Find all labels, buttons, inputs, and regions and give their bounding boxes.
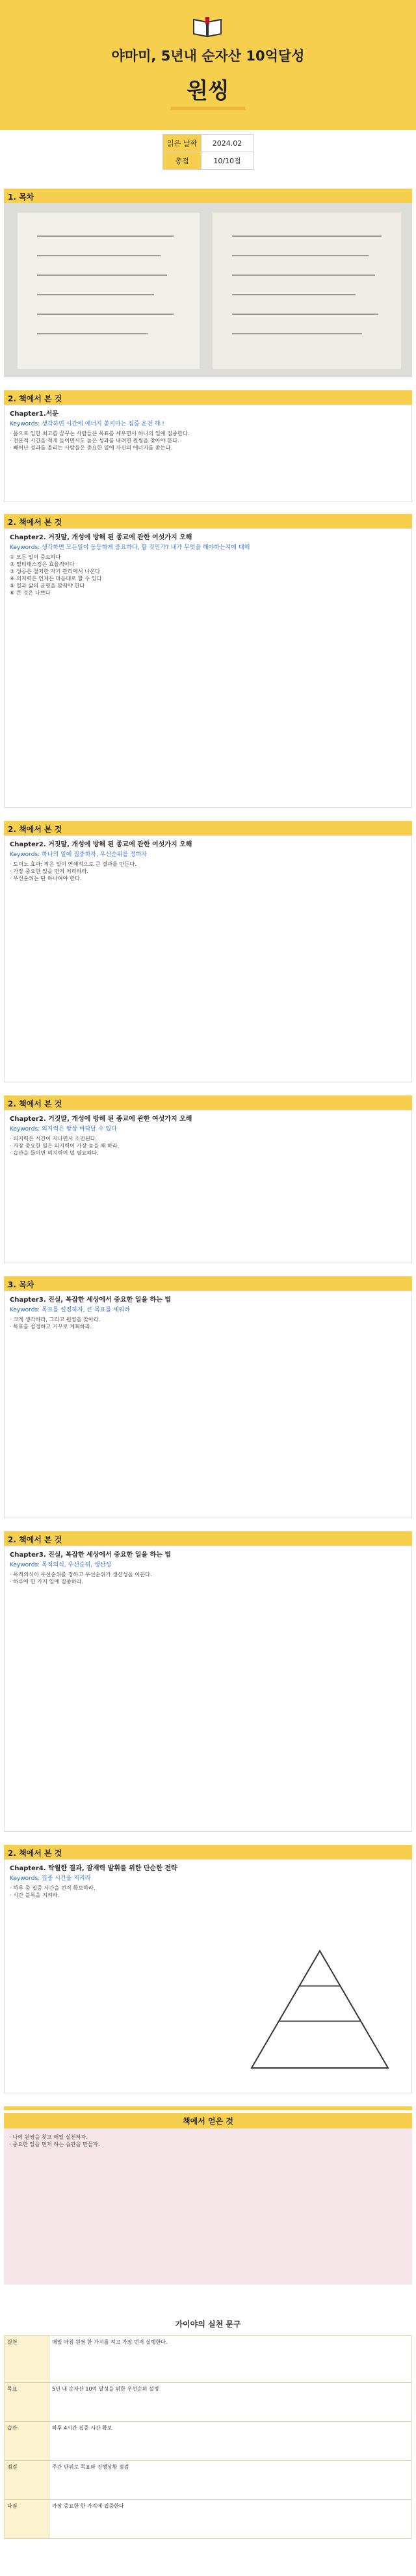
- memo-row: [5, 2383, 412, 2422]
- title-underline: [171, 107, 245, 110]
- toc-photo: [4, 203, 412, 377]
- chapter-title: Chapter2. 거짓말, 개성에 방해 된 종교에 관한 여섯가지 오해: [10, 1116, 192, 1123]
- memo-row: [5, 2422, 412, 2461]
- keywords: Keywords: 의지력은 항상 바닥날 수 있다: [10, 1126, 117, 1133]
- section-text: · 도미노 효과: 작은 일이 연쇄적으로 큰 결과를 만든다. · 가장 중요한 일을 먼저 처리하라. · 우선순위는 단 하나여야 한다.: [10, 861, 136, 881]
- memo-label: 습관: [5, 2422, 49, 2461]
- info-value: 2024.02: [202, 135, 254, 152]
- info-label: 읽은 날짜: [163, 135, 202, 152]
- memo-text: 하루 4시간 집중 시간 확보: [49, 2422, 412, 2461]
- section-text: · 몸으로 일한 최고를 꿈꾸는 사람들은 목표를 세우면서 하나의 일에 집중한다. · 전문적 시간을 적게 들이면서도 높은 성과를 내려면 원씽을 찾아야 한다. · 빼어난 성과를 올리는 사람들은 중요한 일에 자신의 에너지를 쏟는다.: [10, 430, 190, 451]
- section-bar: 가이야의 실천 문구: [4, 2316, 412, 2332]
- section-text: · 크게 생각하라, 그리고 원씽을 찾아라. · 목표를 설정하고 거꾸로 계획하라.: [10, 1316, 101, 1330]
- info-value: 10/10점: [202, 152, 254, 170]
- section-box: [4, 835, 412, 1082]
- book-title: 원씽: [187, 78, 229, 104]
- memo-text: 5년 내 순자산 10억 달성을 위한 우선순위 설정: [49, 2383, 412, 2422]
- memo-text: 주간 단위로 목표와 진행상황 점검: [49, 2461, 412, 2500]
- memo-label: 목표: [5, 2383, 49, 2422]
- chapter-title: Chapter2. 거짓말, 개성에 방해 된 종교에 관한 여섯가지 오해: [10, 534, 192, 541]
- section-bar: 2. 책에서 본 것: [4, 821, 412, 837]
- keywords: Keywords: 집중 시간을 지켜라: [10, 1875, 91, 1882]
- chapter-title: Chapter4. 탁월한 결과, 잠재력 발휘를 위한 단순한 전략: [10, 1865, 177, 1872]
- info-row: [163, 135, 254, 152]
- page-title: 야마미, 5년내 순자산 10억달성: [111, 48, 305, 64]
- chapter-title: Chapter3. 진실, 복잡한 세상에서 중요한 일을 하는 법: [10, 1551, 172, 1559]
- memo-row: [5, 2500, 412, 2539]
- memo-text: 가장 중요한 한 가지에 집중한다: [49, 2500, 412, 2539]
- section-text: · 하루 중 집중 시간을 먼저 확보하라. · 시간 블록을 지켜라.: [10, 1885, 96, 1898]
- divider: [4, 2106, 412, 2110]
- memo-label: 점검: [5, 2461, 49, 2500]
- section-box: [4, 405, 412, 502]
- memo-label: 실천: [5, 2336, 49, 2383]
- section-bar: 책에서 얻은 것: [4, 2113, 412, 2129]
- info-row: [163, 152, 254, 170]
- section-bar: 1. 목차: [4, 189, 412, 205]
- keywords: Keywords: 하나의 일에 집중하자, 우선순위를 정하자: [10, 852, 148, 858]
- keywords: Keywords: 목적의식, 우선순위, 생산성: [10, 1562, 112, 1568]
- section-bar: 2. 책에서 본 것: [4, 1095, 412, 1112]
- section-box: [4, 1859, 412, 2093]
- keywords: Keywords: 생각하면 시간에 에너지 쏟지마는 집중 운전 해 !: [10, 421, 164, 427]
- book-icon: [192, 16, 222, 38]
- memo-row: [5, 2336, 412, 2383]
- section-box: [4, 1291, 412, 1518]
- section-box: [4, 1546, 412, 1832]
- takeaway-text: · 나의 원씽을 찾고 매일 실천하자. · 중요한 일을 먼저 하는 습관을 만들자.: [9, 2134, 100, 2147]
- keywords: Keywords: 생각하면 모든일이 동등하게 중요하다, 할 것인가? 내가 무엇을 해야하는지에 대해: [10, 544, 250, 551]
- section-text: · 의지력은 시간이 지나면서 소진된다. · 가장 중요한 일은 의지력이 가장 높을 때 하라. · 습관을 들이면 의지력이 덜 필요하다.: [10, 1135, 120, 1156]
- chapter-title: Chapter3. 진실, 복잡한 세상에서 중요한 일을 하는 법: [10, 1296, 172, 1304]
- pyramid-diagram: [245, 1944, 395, 2074]
- chapter-title: Chapter1.서문: [10, 410, 58, 418]
- section-box: [4, 1110, 412, 1263]
- section-bar: 2. 책에서 본 것: [4, 390, 412, 407]
- section-text: ① 모든 일이 중요하다 ② 멀티태스킹은 효율적이다 ③ 성공은 철저한 자기 관리에서 나온다 ④ 의지력은 언제든 마음대로 할 수 있다 ⑤ 일과 삶의 균형을 맞춰야 한다 ⑥ 큰 것은 나쁘다: [10, 554, 102, 596]
- keywords: Keywords: 목표를 설정하자, 큰 목표를 세워라: [10, 1307, 131, 1313]
- section-box: [4, 528, 412, 808]
- info-table: [162, 134, 254, 170]
- takeaway-box: [4, 2128, 412, 2285]
- memo-text: 매일 아침 원씽 한 가지를 적고 가장 먼저 실행한다.: [49, 2336, 412, 2383]
- memo-row: [5, 2461, 412, 2500]
- section-text: · 목적의식이 우선순위를 정하고 우선순위가 생산성을 이끈다. · 하루에 한 가지 일에 집중하라.: [10, 1571, 152, 1585]
- memo-table: [4, 2335, 412, 2539]
- chapter-title: Chapter2. 거짓말, 개성에 방해 된 종교에 관한 여섯가지 오해: [10, 841, 192, 848]
- section-bar: 2. 책에서 본 것: [4, 1845, 412, 1861]
- memo-label: 다짐: [5, 2500, 49, 2539]
- section-bar: 2. 책에서 본 것: [4, 1531, 412, 1548]
- info-label: 총점: [163, 152, 202, 170]
- book-pages-image: [5, 204, 413, 378]
- section-bar: 3. 목차: [4, 1276, 412, 1293]
- section-bar: 2. 책에서 본 것: [4, 514, 412, 530]
